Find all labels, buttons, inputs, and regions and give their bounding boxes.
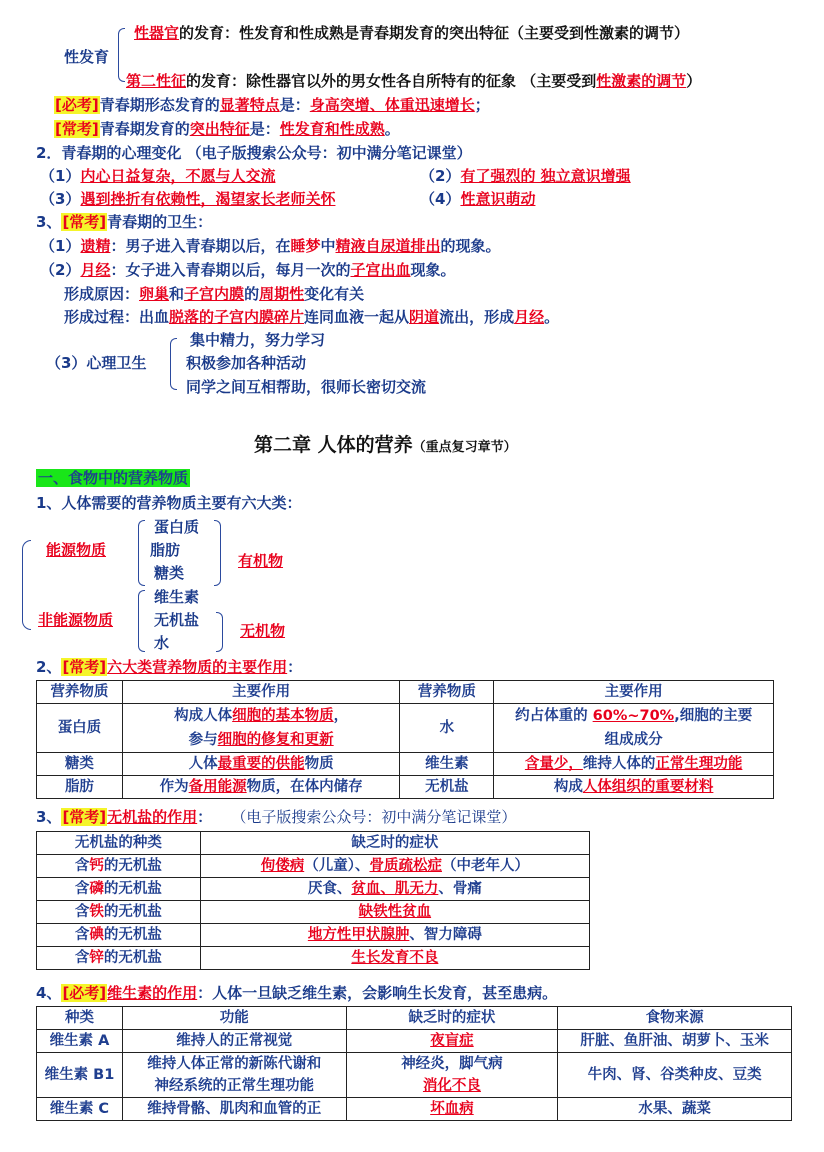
psych-title: 2．青春期的心理变化 （电子版搜索公众号：初中满分笔记课堂） — [36, 144, 472, 162]
table-row — [37, 776, 774, 799]
nutrient-function-table — [36, 680, 774, 799]
header-cell: 主要作用 — [494, 681, 774, 704]
row-function: 作为备用能源物质，在体内储存 — [122, 776, 400, 799]
row-nutrient: 脂肪 — [37, 776, 123, 799]
energy-substances: 能源物质 — [46, 541, 107, 559]
table-row — [37, 704, 774, 753]
row-function: 构成人体组织的重要材料 — [494, 776, 774, 799]
table-row — [37, 924, 590, 947]
nonenergy-item-salt: 无机盐 — [154, 611, 200, 629]
header-cell: 营养物质 — [37, 681, 123, 704]
secondary-sex-line: 第二性征的发育：除性器官以外的男女性各自所特有的征象 （主要受到性激素的调节） — [126, 72, 702, 90]
section-nutrients-title: 一、食物中的营养物质 — [38, 469, 189, 487]
table-row — [37, 878, 590, 901]
mental-item-3: 同学之间互相帮助，很师长密切交流 — [186, 378, 427, 396]
vitamin-symptom: 夜盲症 — [346, 1030, 558, 1053]
vitamin-function: 维持骨骼、肌肉和血管的正 — [122, 1098, 346, 1121]
vitamin-source: 牛肉、肾、谷类种皮、豆类 — [558, 1053, 792, 1098]
table-header-row — [37, 1007, 792, 1030]
table-row — [37, 753, 774, 776]
header-cell: 功能 — [122, 1007, 346, 1030]
vitamin-symptom: 坏血病 — [346, 1098, 558, 1121]
bikao-growth-feature: [必考]青春期形态发育的显著特点是：身高突增、体重迅速增长； — [55, 96, 490, 114]
row-function: 构成人体细胞的基本物质， 参与细胞的修复和更新 — [122, 704, 400, 753]
vitamin-symptom: 神经炎，脚气病 消化不良 — [346, 1053, 558, 1098]
mental-item-2: 积极参加各种活动 — [186, 354, 307, 372]
vitamin-source: 水果、蔬菜 — [558, 1098, 792, 1121]
hygiene-emission: （1）遗精：男子进入青春期以后，在睡梦中精液自尿道排出的现象。 — [40, 237, 501, 255]
sex-organ-line: 性器官的发育：性发育和性成熟是青春期发育的突出特征（主要受到性激素的调节） — [134, 24, 690, 42]
header-cell: 主要作用 — [122, 681, 400, 704]
mineral-type: 含磷的无机盐 — [37, 878, 201, 901]
nonenergy-item-vitamin: 维生素 — [154, 588, 200, 606]
nonenergy-right-brace — [216, 612, 223, 652]
psych-item-1: （1）内心日益复杂，不愿与人交流 — [40, 167, 276, 185]
energy-left-brace — [138, 520, 145, 586]
menstruation-cause: 形成原因：卵巢和子宫内膜的周期性变化有关 — [64, 285, 365, 303]
energy-item-protein: 蛋白质 — [154, 518, 200, 536]
inorganic-label: 无机物 — [240, 622, 286, 640]
vitamin-function: 维持人体正常的新陈代谢和 神经系统的正常生理功能 — [122, 1053, 346, 1098]
energy-item-fat: 脂肪 — [150, 541, 181, 559]
nonenergy-item-water: 水 — [154, 634, 170, 652]
vitamin-type: 维生素 C — [37, 1098, 123, 1121]
table-row — [37, 1030, 792, 1053]
psych-item-4: （4）性意识萌动 — [420, 190, 536, 208]
energy-right-brace — [214, 520, 221, 586]
nonenergy-substances: 非能源物质 — [38, 611, 114, 629]
mineral-type: 含铁的无机盐 — [37, 901, 201, 924]
psych-item-2: （2）有了强烈的 独立意识增强 — [420, 167, 631, 185]
row-nutrient: 糖类 — [37, 753, 123, 776]
chapter-title: 第二章 人体的营养（重点复习章节） — [254, 434, 517, 456]
table1-title: 2、[常考]六大类营养物质的主要作用： — [36, 658, 303, 676]
table-row — [37, 1053, 792, 1098]
mineral-symptom: 地方性甲状腺肿、智力障碍 — [200, 924, 589, 947]
hygiene-title: 3、[常考]青春期的卫生： — [36, 213, 213, 231]
table-header-row — [37, 681, 774, 704]
table-row — [37, 947, 590, 970]
header-cell: 缺乏时的症状 — [200, 832, 589, 855]
changkao-dev-feature: [常考]青春期发育的突出特征是：性发育和性成熟。 — [55, 120, 400, 138]
table-row — [37, 855, 590, 878]
nonenergy-left-brace — [138, 590, 145, 652]
row-function: 含量少，维持人体的正常生理功能 — [494, 753, 774, 776]
mineral-symptom: 生长发育不良 — [200, 947, 589, 970]
organic-label: 有机物 — [238, 552, 284, 570]
table-header-row — [37, 832, 590, 855]
psych-item-3: （3）遇到挫折有依赖性，渴望家长老师关怀 — [40, 190, 336, 208]
header-cell: 营养物质 — [400, 681, 494, 704]
header-cell: 种类 — [37, 1007, 123, 1030]
row-nutrient: 维生素 — [400, 753, 494, 776]
mineral-type: 含碘的无机盐 — [37, 924, 201, 947]
mineral-table — [36, 831, 590, 970]
vitamin-source: 肝脏、鱼肝油、胡萝卜、玉米 — [558, 1030, 792, 1053]
mental-hygiene-label: （3）心理卫生 — [46, 354, 147, 372]
sex-development-label: 性发育 — [64, 48, 110, 66]
vitamin-type: 维生素 B1 — [37, 1053, 123, 1098]
row-function: 约占体重的 60%~70%,细胞的主要 组成成分 — [494, 704, 774, 753]
header-cell: 无机盐的种类 — [37, 832, 201, 855]
vitamin-function: 维持人的正常视觉 — [122, 1030, 346, 1053]
mental-item-1: 集中精力，努力学习 — [190, 331, 326, 349]
outer-brace — [22, 540, 31, 630]
sex-development-brace — [118, 28, 125, 82]
mineral-type: 含钙的无机盐 — [37, 855, 201, 878]
six-nutrients-title: 1、人体需要的营养物质主要有六大类： — [36, 494, 302, 512]
header-cell: 缺乏时的症状 — [346, 1007, 558, 1030]
vitamin-table — [36, 1006, 792, 1121]
hygiene-menstruation: （2）月经：女子进入青春期以后，每月一次的子宫出血现象。 — [40, 261, 456, 279]
mineral-symptom: 厌食、贫血、肌无力、骨痛 — [200, 878, 589, 901]
mineral-type: 含锌的无机盐 — [37, 947, 201, 970]
row-nutrient: 蛋白质 — [37, 704, 123, 753]
row-nutrient: 水 — [400, 704, 494, 753]
energy-item-sugar: 糖类 — [154, 564, 185, 582]
header-cell: 食物来源 — [558, 1007, 792, 1030]
mineral-symptom: 缺铁性贫血 — [200, 901, 589, 924]
mental-hygiene-brace — [170, 338, 177, 390]
menstruation-process: 形成过程：出血脱落的子宫内膜碎片连同血液一起从阴道流出，形成月经。 — [64, 308, 560, 326]
row-function: 人体最重要的供能物质 — [122, 753, 400, 776]
mineral-symptom: 佝偻病（儿童）、骨质疏松症（中老年人） — [200, 855, 589, 878]
vitamin-type: 维生素 A — [37, 1030, 123, 1053]
row-nutrient: 无机盐 — [400, 776, 494, 799]
table-row — [37, 901, 590, 924]
table3-title: 4、[必考]维生素的作用：人体一旦缺乏维生素，会影响生长发育，甚至患病。 — [36, 984, 558, 1002]
table2-title: 3、[常考]无机盐的作用： （电子版搜索公众号：初中满分笔记课堂） — [36, 808, 517, 826]
table-row — [37, 1098, 792, 1121]
